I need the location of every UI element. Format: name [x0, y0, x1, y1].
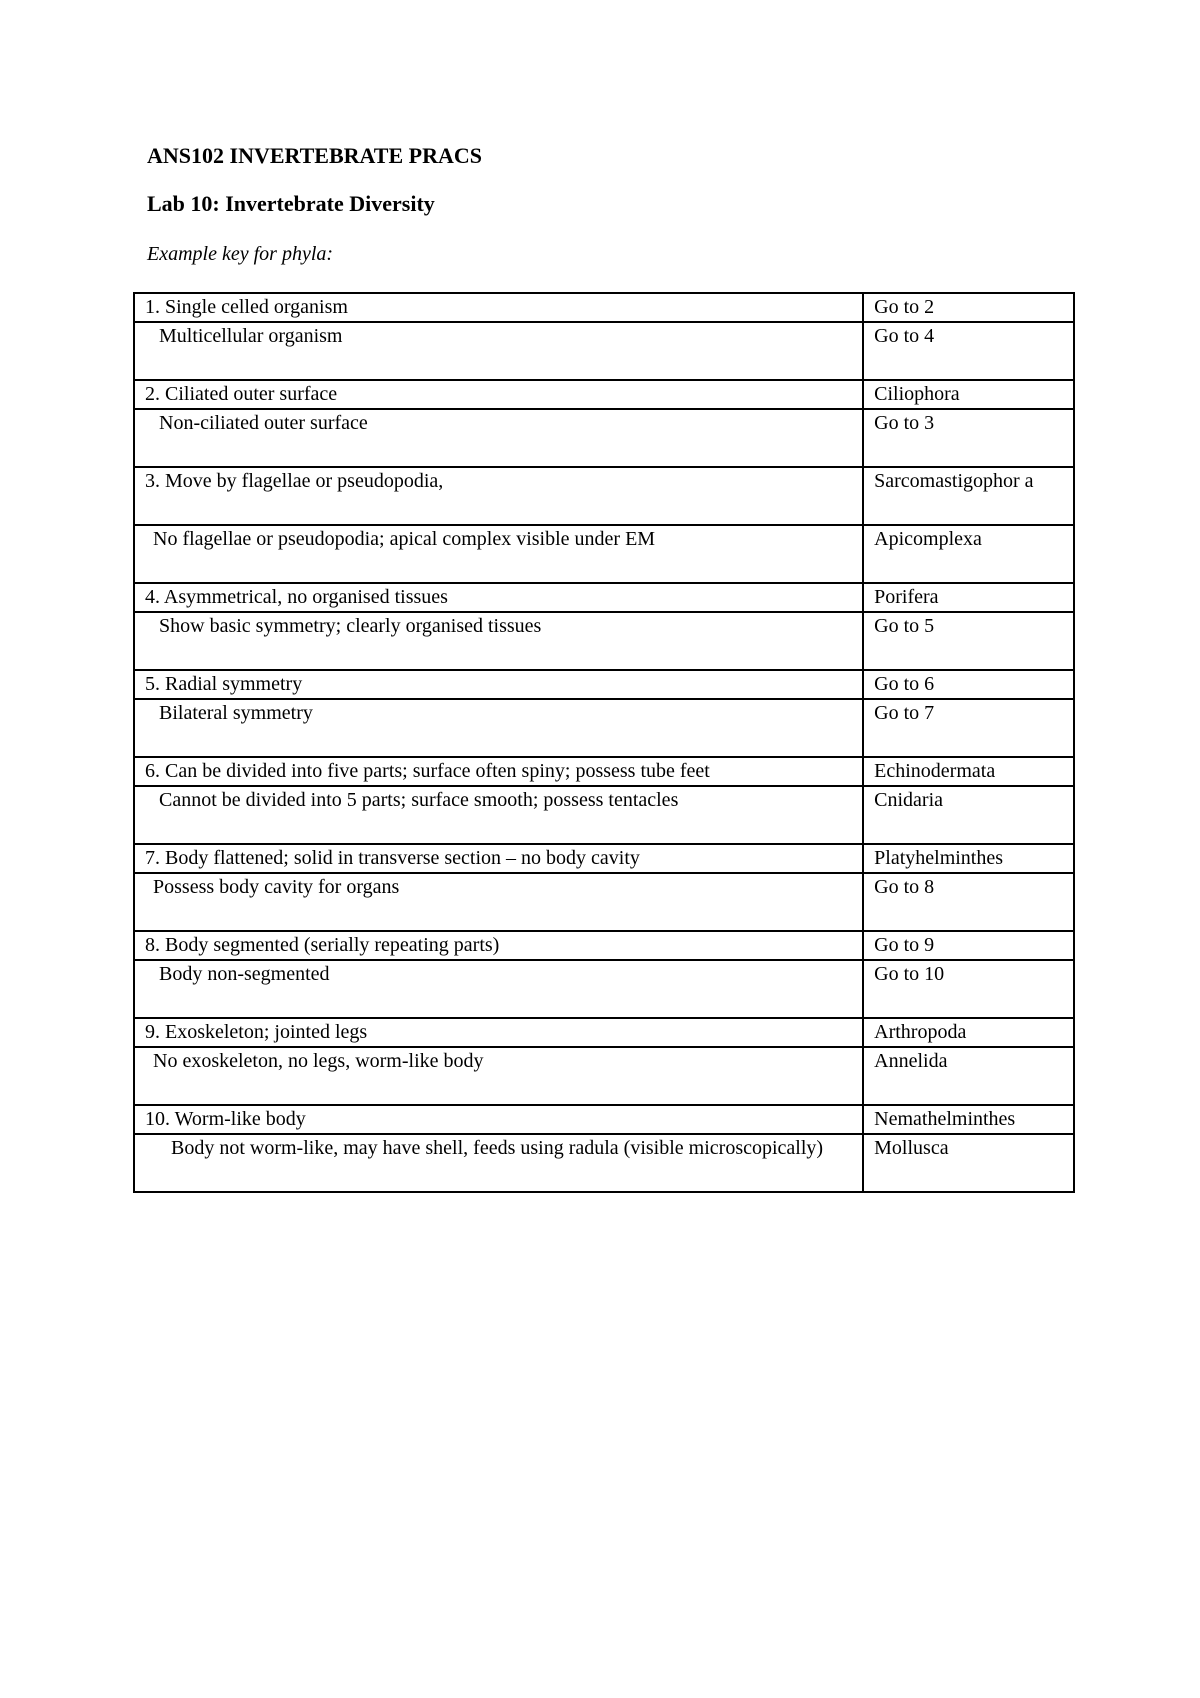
- key-result: Go to 10: [863, 960, 1074, 1018]
- key-description: 4. Asymmetrical, no organised tissues: [134, 583, 863, 612]
- key-result: Echinodermata: [863, 757, 1074, 786]
- key-result: Apicomplexa: [863, 525, 1074, 583]
- key-result: Arthropoda: [863, 1018, 1074, 1047]
- key-row: [134, 467, 1074, 525]
- key-description: Show basic symmetry; clearly organised tissues: [134, 612, 863, 670]
- key-row: [134, 844, 1074, 873]
- key-description: 6. Can be divided into five parts; surface often spiny; possess tube feet: [134, 757, 863, 786]
- key-description: 8. Body segmented (serially repeating parts): [134, 931, 863, 960]
- key-result: Go to 2: [863, 293, 1074, 322]
- key-result: Go to 3: [863, 409, 1074, 467]
- lab-title: Lab 10: Invertebrate Diversity: [147, 191, 435, 216]
- key-row: [134, 670, 1074, 699]
- key-row: [134, 757, 1074, 786]
- key-description: Possess body cavity for organs: [134, 873, 863, 931]
- key-description: 1. Single celled organism: [134, 293, 863, 322]
- key-row: [134, 409, 1074, 467]
- key-row: [134, 293, 1074, 322]
- key-row: [134, 612, 1074, 670]
- document-title: ANS102 INVERTEBRATE PRACS: [147, 143, 482, 168]
- key-description: 7. Body flattened; solid in transverse section – no body cavity: [134, 844, 863, 873]
- key-result: Go to 8: [863, 873, 1074, 931]
- key-description: Bilateral symmetry: [134, 699, 863, 757]
- key-row: [134, 525, 1074, 583]
- key-result: Go to 6: [863, 670, 1074, 699]
- phyla-key-table: [133, 292, 1075, 1193]
- key-description: Body not worm-like, may have shell, feeds using radula (visible microscopically): [134, 1134, 863, 1192]
- key-description: No flagellae or pseudopodia; apical complex visible under EM: [134, 525, 863, 583]
- key-result: Sarcomastigophor a: [863, 467, 1074, 525]
- key-row: [134, 931, 1074, 960]
- key-description: Cannot be divided into 5 parts; surface smooth; possess tentacles: [134, 786, 863, 844]
- key-row: [134, 380, 1074, 409]
- key-result: Go to 5: [863, 612, 1074, 670]
- key-result: Cnidaria: [863, 786, 1074, 844]
- key-row: [134, 322, 1074, 380]
- key-row: [134, 960, 1074, 1018]
- key-row: [134, 1018, 1074, 1047]
- key-result: Go to 7: [863, 699, 1074, 757]
- key-description: No exoskeleton, no legs, worm-like body: [134, 1047, 863, 1105]
- key-row: [134, 1105, 1074, 1134]
- key-row: [134, 786, 1074, 844]
- key-description: Body non-segmented: [134, 960, 863, 1018]
- key-subtitle: Example key for phyla:: [147, 243, 334, 265]
- key-result: Annelida: [863, 1047, 1074, 1105]
- key-result: Nemathelminthes: [863, 1105, 1074, 1134]
- key-row: [134, 873, 1074, 931]
- key-description: 3. Move by flagellae or pseudopodia,: [134, 467, 863, 525]
- key-result: Porifera: [863, 583, 1074, 612]
- key-row: [134, 1134, 1074, 1192]
- key-result: Go to 9: [863, 931, 1074, 960]
- key-description: Multicellular organism: [134, 322, 863, 380]
- key-row: [134, 583, 1074, 612]
- key-row: [134, 1047, 1074, 1105]
- key-description: 5. Radial symmetry: [134, 670, 863, 699]
- key-description: 10. Worm-like body: [134, 1105, 863, 1134]
- key-row: [134, 699, 1074, 757]
- key-result: Mollusca: [863, 1134, 1074, 1192]
- key-description: 2. Ciliated outer surface: [134, 380, 863, 409]
- key-result: Go to 4: [863, 322, 1074, 380]
- key-result: Ciliophora: [863, 380, 1074, 409]
- key-description: 9. Exoskeleton; jointed legs: [134, 1018, 863, 1047]
- key-description: Non-ciliated outer surface: [134, 409, 863, 467]
- key-result: Platyhelminthes: [863, 844, 1074, 873]
